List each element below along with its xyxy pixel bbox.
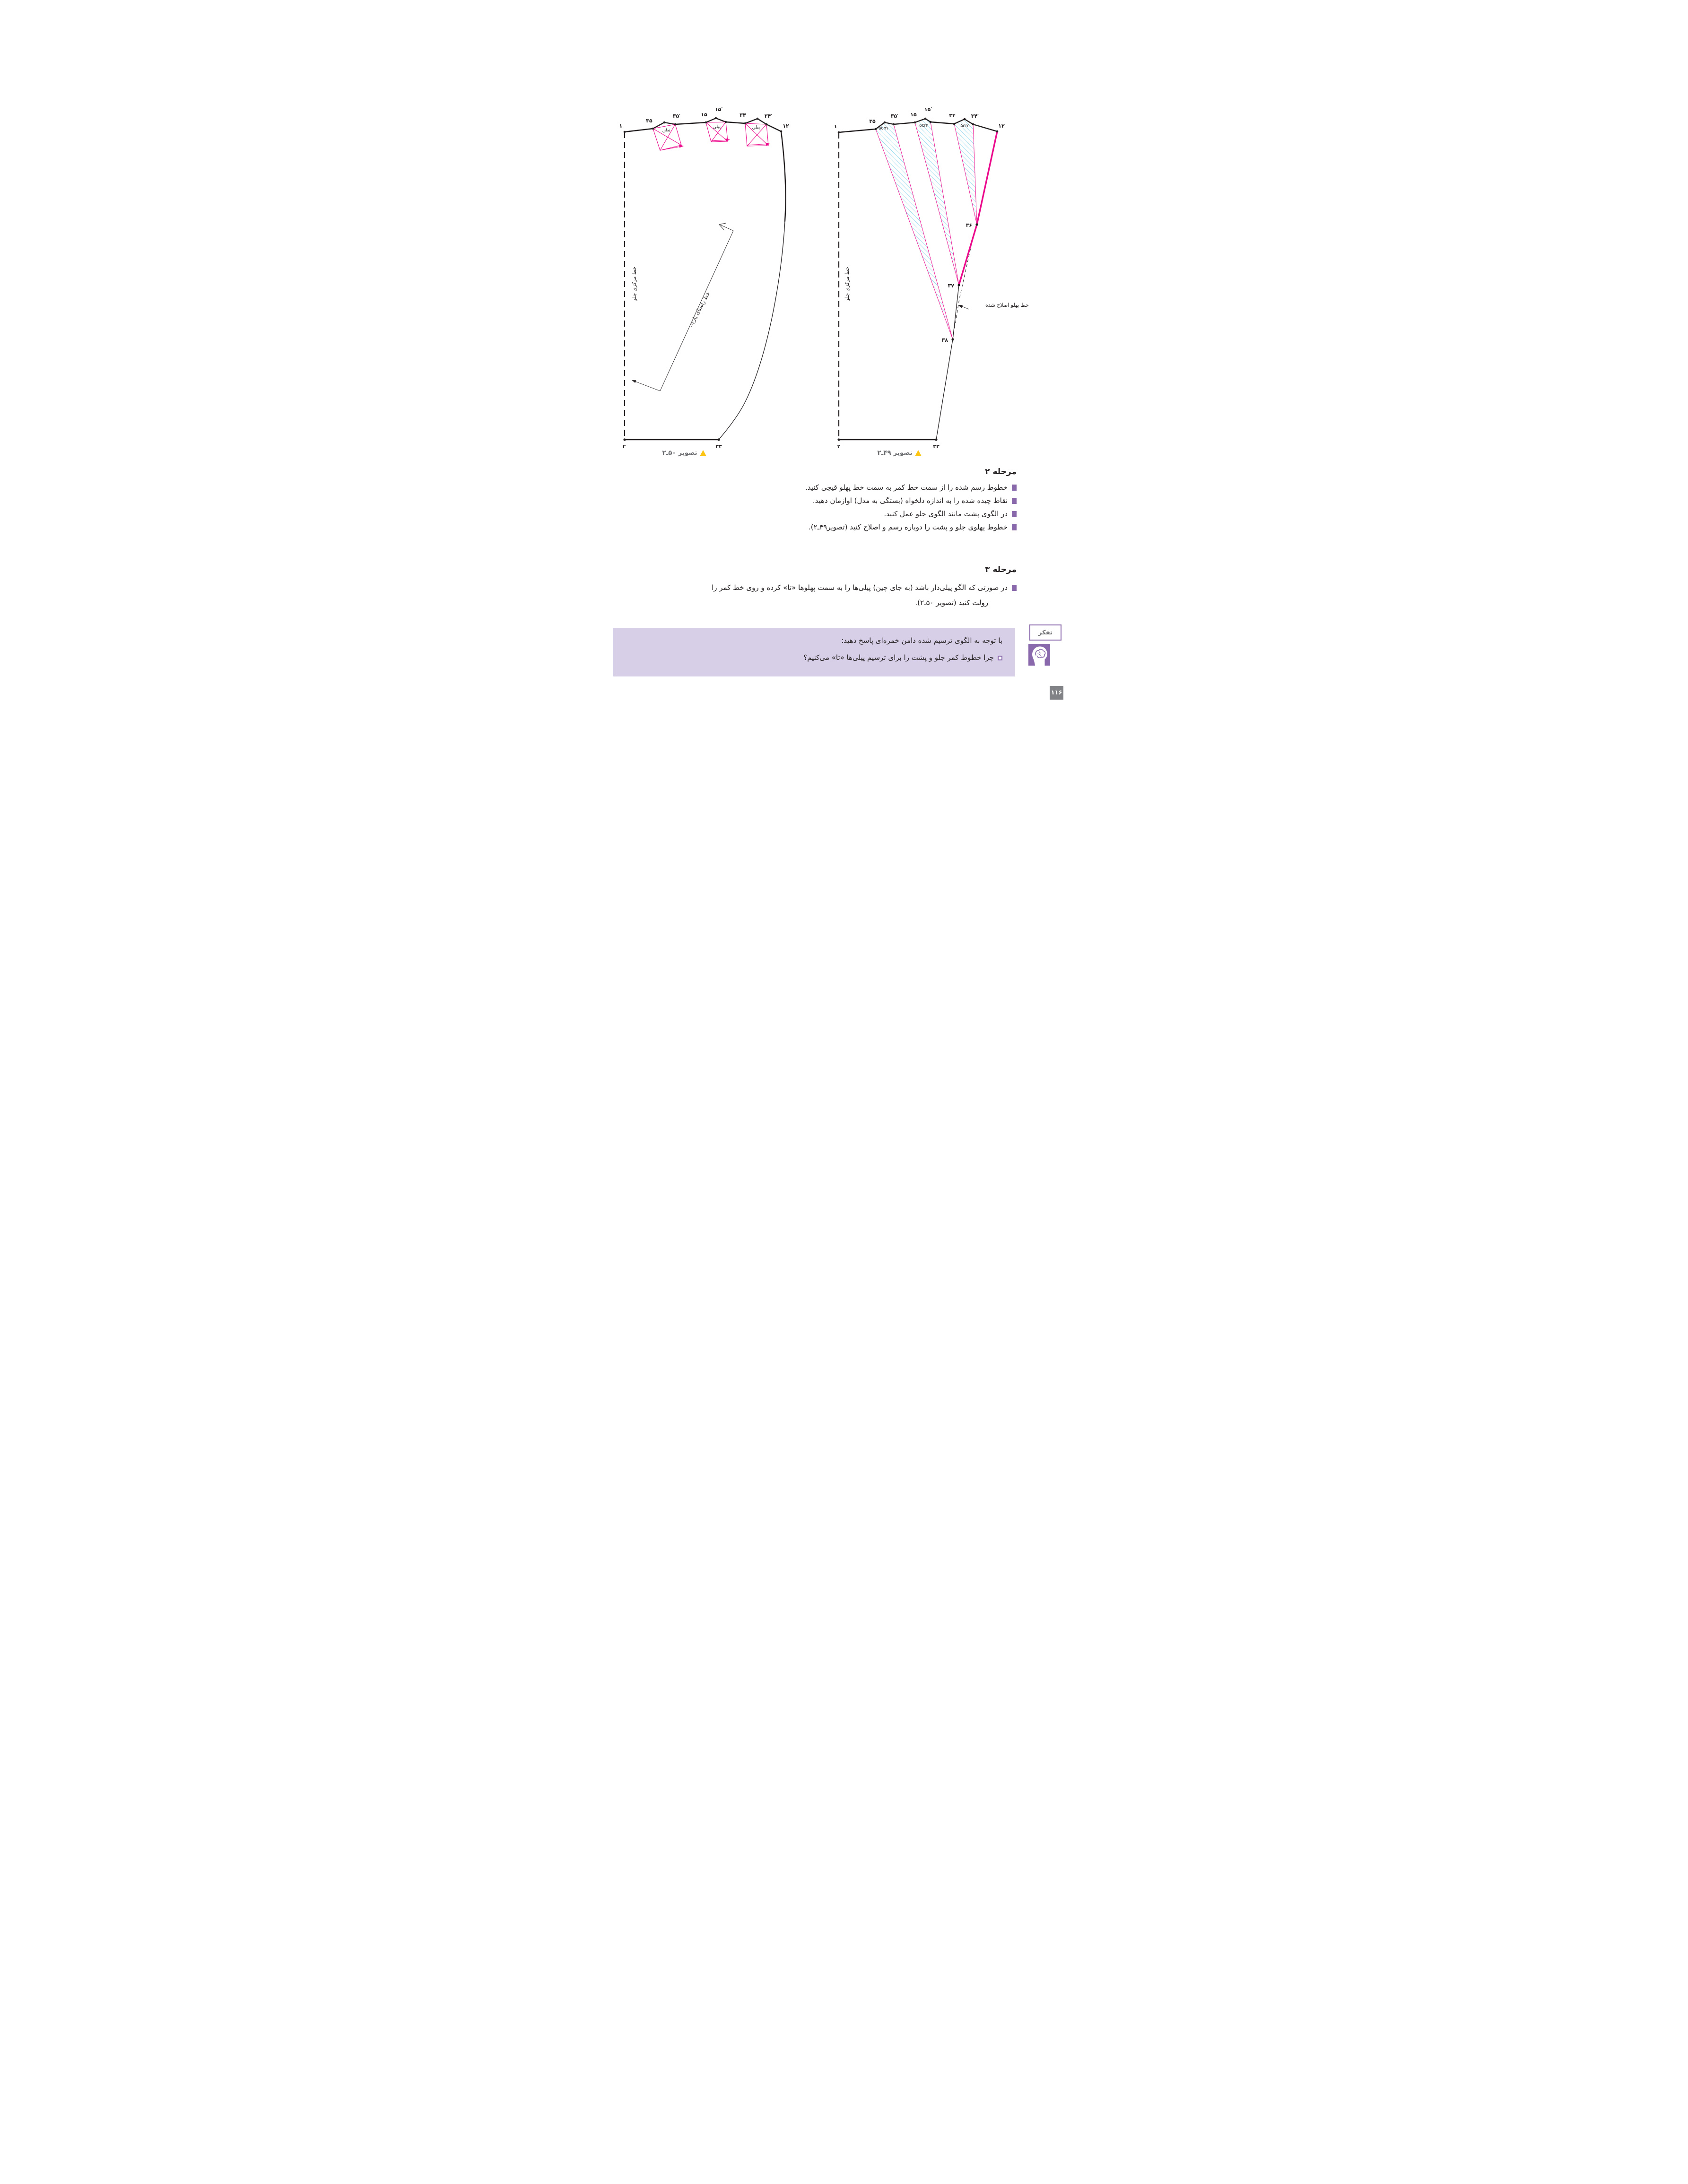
wedge-width-label: ۵cm — [879, 126, 888, 131]
stage2-bullet-2 — [813, 496, 1017, 505]
point-label-36: ۳۶ — [966, 222, 972, 228]
point-label-35: ۳۵ — [646, 118, 653, 124]
pleat-box-1 — [653, 124, 684, 150]
stage2-bullet-3 — [884, 510, 1017, 518]
think-intro: با توجه به الگوی ترسیم شده دامن خمره‌ای پاسخ دهید: — [841, 636, 1002, 645]
figure-caption-49-2 — [861, 449, 937, 457]
brain-icon — [1028, 644, 1050, 666]
point-label-33: ۳۳ — [715, 443, 722, 450]
point-label-1: ۱ — [619, 123, 623, 129]
pattern-diagram-slashed — [831, 104, 1053, 468]
pleat-label: پیلی — [751, 124, 760, 130]
center-line-label: خط مرکزی جلو — [844, 266, 850, 301]
point-label-34: ۳۴ — [949, 113, 956, 119]
bullet-text: نقاط چیده شده را به اندازه دلخواه (بستگی به مدل) اوازمان دهید. — [812, 496, 1008, 505]
bullet-text: در الگوی پشت مانند الگوی جلو عمل کنید. — [884, 510, 1008, 518]
side-seam-upper — [781, 131, 786, 221]
bullet-square-icon — [1012, 585, 1017, 591]
slash-wedge-3 — [954, 119, 977, 225]
bullet-square-icon — [1012, 498, 1017, 504]
stage2-bullet-1 — [805, 483, 1017, 492]
page-number-badge — [1050, 686, 1063, 700]
stage2-bullet-4 — [809, 523, 1017, 531]
grain-line — [632, 223, 733, 391]
point-label-35p: ۳۵′ — [672, 113, 681, 119]
pattern-diagram-pleats — [607, 104, 805, 468]
figure-marker-icon — [915, 450, 922, 456]
grain-line-label: خط راستای پارچه — [687, 291, 711, 328]
textbook-page — [563, 0, 1125, 728]
side-line-annotation — [958, 302, 1029, 309]
bullet-square-icon — [1012, 485, 1017, 491]
point-label-33: ۳۳ — [933, 443, 940, 450]
think-tab-label: تفکر — [1038, 629, 1053, 636]
slash-wedge-2 — [915, 119, 959, 285]
side-seam-lower — [936, 285, 959, 440]
wedge-width-label: ۵cm — [960, 123, 970, 129]
bullet-square-icon — [1012, 511, 1017, 517]
figure-caption-text: تصویر ۴۹ـ۲ — [877, 449, 913, 457]
stage2-title: مرحله ۲ — [985, 467, 1017, 477]
bullet-square-icon — [1012, 524, 1017, 530]
point-label-38: ۳۸ — [941, 337, 948, 343]
bullet-text: خطوط رسم شده را از سمت خط کمر به سمت خط پهلو قیچی کنید. — [805, 483, 1008, 492]
stage3-bullet-line2 — [915, 598, 988, 607]
pleat-box-2 — [706, 122, 730, 142]
point-label-35: ۳۵ — [869, 118, 876, 124]
slash-wedge-1 — [876, 122, 953, 339]
point-label-1: ۱ — [834, 123, 837, 130]
checkbox-square-icon — [998, 656, 1002, 660]
point-label-15p: ۱۵′ — [924, 106, 932, 113]
stage3-bullet-line1 — [712, 583, 1017, 592]
side-seam-lower — [719, 221, 785, 440]
pleat-label: پیلی — [661, 127, 670, 134]
point-label-34p: ۳۴′ — [764, 113, 773, 119]
point-label-2: ۲ — [837, 443, 841, 450]
stage3-title: مرحله ۳ — [985, 565, 1017, 574]
grain-open-arrow-icon — [719, 223, 726, 230]
point-label-12: ۱۲ — [783, 123, 789, 129]
point-label-15p: ۱۵′ — [714, 106, 723, 113]
point-label-34p: ۳۴′ — [971, 113, 979, 119]
think-question-line — [803, 653, 1002, 662]
page-number: ۱۱۶ — [1051, 689, 1062, 696]
point-label-37: ۳۷ — [948, 283, 954, 289]
center-line-label: خط مرکزی جلو — [631, 266, 637, 301]
wedge-width-label: ۵cm — [919, 123, 929, 128]
grain-arrowhead-icon — [632, 380, 636, 383]
point-label-2: ۲ — [622, 443, 626, 450]
point-label-15: ۱۵ — [701, 112, 707, 118]
think-tab — [1029, 624, 1062, 641]
figure-marker-icon — [700, 450, 706, 456]
original-side-line — [953, 229, 975, 338]
annotation-arrowhead-icon — [958, 305, 963, 308]
think-question: چرا خطوط کمر جلو و پشت را برای ترسیم پیلی‌ها «تا» می‌کنیم؟ — [803, 653, 994, 662]
bullet-text: خطوط پهلوی جلو و پشت را دوباره رسم و اصلاح کنید (تصویر۴۹ـ۲). — [809, 523, 1008, 531]
point-label-34: ۳۴ — [740, 112, 746, 118]
point-label-35p: ۳۵′ — [890, 113, 899, 119]
figure-caption-text: تصویر ۵۰ـ۲ — [662, 449, 697, 457]
point-label-15: ۱۵ — [910, 112, 917, 118]
think-box — [613, 628, 1015, 676]
corrected-side-label: خط پهلو اصلاح شده — [985, 302, 1029, 308]
point-label-12: ۱۲ — [998, 123, 1005, 129]
pattern-points — [623, 117, 782, 441]
pleat-label: پیلی — [713, 124, 721, 130]
bullet-text: در صورتی که الگو پیلی‌دار باشد (به جای چین) پیلی‌ها را به سمت پهلوها «تا» کرده و روی خط کمر را — [712, 583, 1008, 592]
bullet-text: رولت کنید (تصویر ۵۰ـ۲). — [915, 598, 988, 607]
pleat-box-3 — [745, 123, 770, 146]
figure-caption-50-2 — [646, 449, 722, 457]
